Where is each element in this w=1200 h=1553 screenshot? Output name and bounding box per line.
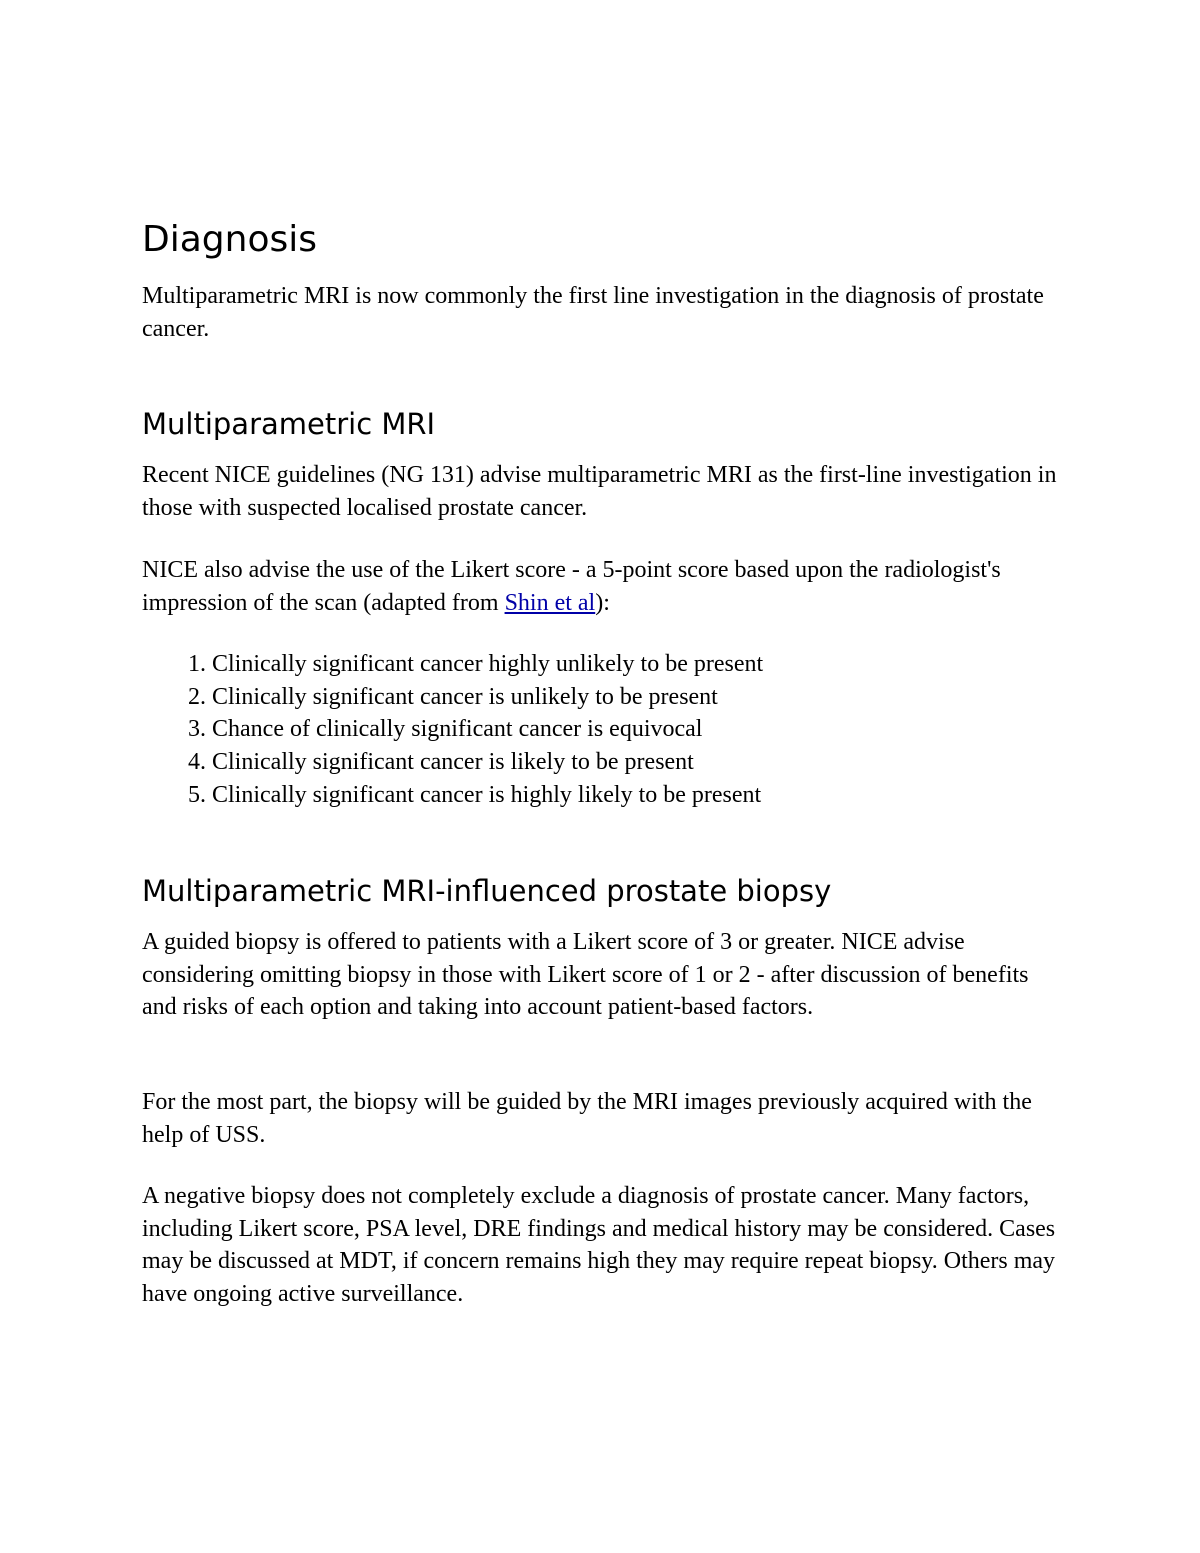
list-item: 4. Clinically significant cancer is likely to be present bbox=[212, 746, 1062, 779]
mri-paragraph-guidelines: Recent NICE guidelines (NG 131) advise multiparametric MRI as the first-line investigation in those with suspected localised prostate cancer. bbox=[142, 462, 1057, 521]
biopsy-paragraph-negative: A negative biopsy does not completely exclude a diagnosis of prostate cancer. Many factors, including Likert score, PSA level, DRE findings and medical history may be considered. Cases may be discussed at MDT, if concern remains high they may require repeat biopsy. Others may have ongoing active surveillance. bbox=[142, 1183, 1056, 1308]
mri-paragraph-likert bbox=[142, 554, 1062, 619]
section-heading-biopsy: Multiparametric MRI-influenced prostate biopsy bbox=[142, 874, 832, 908]
likert-score-list bbox=[142, 648, 1062, 812]
section-heading-mri: Multiparametric MRI bbox=[142, 407, 436, 441]
page-title: Diagnosis bbox=[142, 219, 317, 260]
list-item: 3. Chance of clinically significant cancer is equivocal bbox=[212, 713, 1062, 746]
list-item: 1. Clinically significant cancer highly unlikely to be present bbox=[212, 648, 1062, 681]
biopsy-paragraph-guided: A guided biopsy is offered to patients with a Likert score of 3 or greater. NICE advise considering omitting biopsy in those with Likert score of 1 or 2 - after discussion of benefits and risks of each option and taking into account patient-based factors. bbox=[142, 929, 1029, 1021]
biopsy-paragraph-uss: For the most part, the biopsy will be guided by the MRI images previously acquired with the help of USS. bbox=[142, 1089, 1032, 1148]
diagnosis-intro: Multiparametric MRI is now commonly the first line investigation in the diagnosis of prostate cancer. bbox=[142, 283, 1044, 342]
shin-et-al-link[interactable]: Shin et al bbox=[504, 589, 596, 616]
list-item: 2. Clinically significant cancer is unlikely to be present bbox=[212, 681, 1062, 714]
likert-text-before-link: NICE also advise the use of the Likert score - a 5-point score based upon the radiologist's impression of the scan (adapted from bbox=[142, 557, 1001, 616]
list-item: 5. Clinically significant cancer is highly likely to be present bbox=[212, 779, 1062, 812]
likert-text-after-link: ): bbox=[595, 589, 610, 616]
